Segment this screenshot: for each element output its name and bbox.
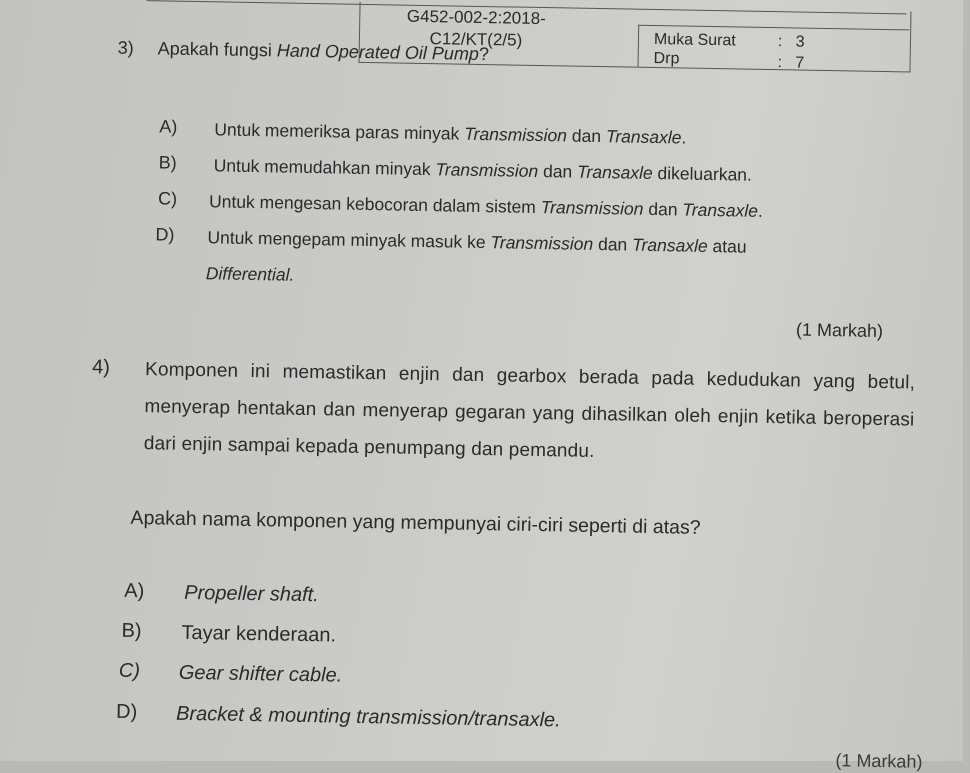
option-letter: A) (159, 116, 178, 137)
total-separator: : (777, 54, 783, 72)
option-text: Bracket & mounting transmission/transaxle. (175, 702, 561, 732)
question-4-number: 4) (91, 356, 111, 379)
option-text: Tayar kenderaan. (181, 621, 337, 647)
document-code-line1: G452-002-2:2018- (406, 6, 546, 29)
page-label: Muka Surat (653, 30, 736, 50)
option-text-continued: Differential. (205, 263, 295, 285)
option-letter: B) (121, 619, 142, 643)
total-pages (777, 54, 804, 72)
option-letter: A) (124, 579, 145, 603)
marks-label-partial: (1 Markah) (835, 750, 923, 772)
page-separator: : (777, 33, 783, 51)
document-code-line2: C12/KT(2/5) (429, 29, 523, 50)
question-4-paragraph: Komponen ini memastikan enjin dan gearbox berada pada kedudukan yang betul, menyerap hentakan dan menyerap gegaran yang dihasilkan oleh enjin ketika beroperasi dari enjin sampai kepada penumpang dan pemandu. (143, 359, 916, 463)
total-label: Drp (653, 49, 680, 68)
option-text: Untuk mengepam minyak masuk ke Transmission dan Transaxle atau (207, 227, 747, 257)
option-text: Untuk memudahkan minyak Transmission dan Transaxle dikeluarkan. (213, 155, 753, 185)
option-letter: D) (155, 224, 175, 245)
question-3-number: 3) (117, 37, 134, 58)
question-3-term: Hand Operated Oil Pump (276, 40, 480, 64)
option-text: Gear shifter cable. (178, 661, 343, 687)
question-4-question: Apakah nama komponen yang mempunyai ciri-ciri seperti di atas? (130, 506, 701, 539)
question-3 (118, 36, 490, 66)
option-text: Untuk mengesan kebocoran dalam sistem Transmission dan Transaxle. (208, 191, 763, 221)
option-letter: B) (158, 152, 177, 173)
option-letter: C) (118, 659, 141, 683)
option-letter: C) (157, 188, 178, 209)
question-3-text-pre: Apakah fungsi (157, 38, 278, 61)
question-3-text-post: ? (478, 43, 490, 65)
option-text: Untuk memeriksa paras minyak Transmission dan Transaxle. (214, 119, 687, 148)
page-value: 3 (795, 33, 805, 51)
option-text: Propeller shaft. (184, 581, 319, 607)
option-letter: D) (115, 700, 138, 724)
total-value: 7 (795, 54, 805, 72)
marks-label: (1 Markah) (795, 319, 884, 342)
page-number (778, 33, 805, 51)
